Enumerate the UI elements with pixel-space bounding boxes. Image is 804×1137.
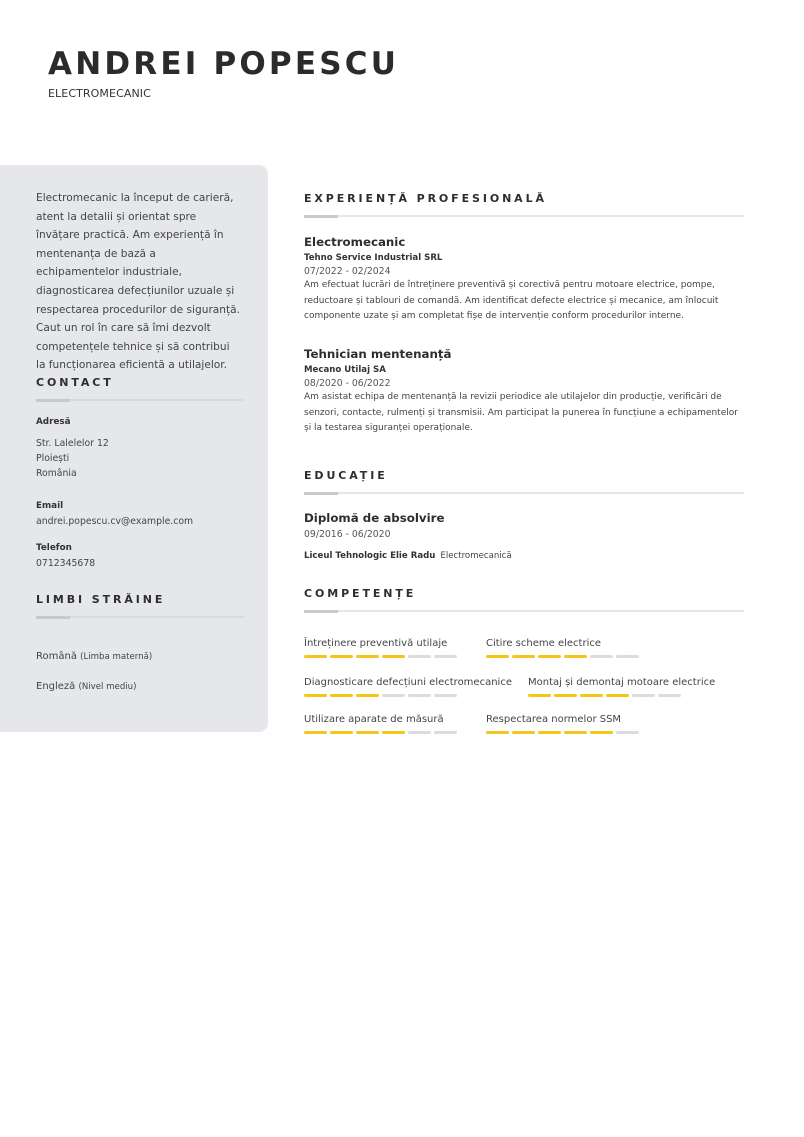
candidate-name: ANDREI POPESCU — [48, 46, 400, 82]
skill-level-segment — [512, 731, 535, 734]
skill-level-segment — [330, 655, 353, 658]
skill-level-segment — [356, 655, 379, 658]
language-name: Română — [36, 651, 77, 662]
experience-item — [304, 235, 744, 325]
skill-name: Respectarea normelor SSM — [486, 714, 622, 725]
skill-level-bar — [486, 731, 639, 734]
language-item — [36, 651, 152, 662]
skill-level-segment — [408, 694, 431, 697]
job-title: ELECTROMECANIC — [48, 87, 151, 100]
email-link[interactable]: andrei.popescu.cv@example.com — [36, 516, 194, 527]
divider-accent — [36, 399, 70, 402]
experience-section-header — [304, 192, 744, 217]
skill-item — [528, 677, 715, 697]
language-level: (Limba maternă) — [80, 652, 153, 662]
skill-level-segment — [434, 655, 457, 658]
skill-level-segment — [486, 731, 509, 734]
skill-level-segment — [486, 655, 509, 658]
skill-level-segment — [512, 655, 535, 658]
divider-accent — [304, 215, 338, 218]
skill-level-segment — [434, 694, 457, 697]
skill-level-segment — [382, 694, 405, 697]
skill-level-segment — [580, 694, 603, 697]
skill-level-segment — [408, 655, 431, 658]
language-level: (Nivel mediu) — [78, 682, 137, 692]
sidebar — [0, 165, 268, 732]
skill-name: Întreținere preventivă utilaje — [304, 638, 448, 649]
skill-level-segment — [564, 731, 587, 734]
skill-level-segment — [356, 731, 379, 734]
address-line: Str. Lalelelor 12 — [36, 438, 109, 449]
address-line: Ploiești — [36, 453, 70, 464]
language-item — [36, 681, 136, 692]
job-description: Am asistat echipa de mentenanță la revizii periodice ale utilajelor din producție, verificări de senzori, contacte, rulmenți și transmisii. Am participat la punerea în funcțiune a echipamentelor și la testarea siguranței operaționale. — [304, 392, 738, 434]
skill-level-segment — [434, 731, 457, 734]
divider-accent — [36, 616, 70, 619]
divider-accent — [304, 610, 338, 613]
contact-section-header — [36, 376, 244, 401]
job-dates: 08/2020 - 06/2022 — [304, 378, 391, 389]
skill-level-segment — [304, 694, 327, 697]
degree-name: Diplomă de absolvire — [304, 511, 445, 525]
phone-label: Telefon — [36, 543, 72, 553]
section-divider — [304, 492, 744, 494]
skill-level-bar — [304, 731, 457, 734]
skill-level-bar — [528, 694, 715, 697]
address-label: Adresă — [36, 417, 71, 427]
skill-level-segment — [632, 694, 655, 697]
skill-item — [304, 714, 457, 734]
skill-level-segment — [330, 731, 353, 734]
resume-header — [48, 44, 399, 100]
skill-level-segment — [658, 694, 681, 697]
skill-level-segment — [606, 694, 629, 697]
job-description: Am efectuat lucrări de întreținere preventivă și corectivă pentru motoare electrice, pompe, reductoare și tablouri de comandă. Am identificat defecte electrice și mecanice, am înlocuit componente uzate și am completat fișe de intervenție conform procedurilor interne. — [304, 280, 719, 322]
contact-heading: CONTACT — [36, 376, 114, 389]
education-heading: EDUCAȚIE — [304, 469, 388, 482]
skill-level-segment — [408, 731, 431, 734]
divider-accent — [304, 492, 338, 495]
company-name: Mecano Utilaj SA — [304, 365, 386, 375]
section-divider — [304, 610, 744, 612]
education-dates: 09/2016 - 06/2020 — [304, 529, 391, 540]
skill-level-segment — [382, 655, 405, 658]
skill-name: Diagnosticare defecțiuni electromecanice — [304, 677, 512, 688]
skill-item — [304, 638, 457, 658]
section-divider — [36, 616, 244, 618]
skills-section-header — [304, 587, 744, 612]
languages-section-header — [36, 593, 244, 618]
skill-name: Montaj și demontaj motoare electrice — [528, 677, 716, 688]
skill-level-segment — [356, 694, 379, 697]
skill-item — [486, 638, 639, 658]
education-institution-line — [304, 543, 744, 562]
address-line: România — [36, 468, 77, 479]
skill-level-segment — [330, 694, 353, 697]
languages-heading: LIMBI STRĂINE — [36, 593, 166, 606]
experience-item — [304, 347, 744, 437]
profile-summary: Electromecanic la început de carieră, atent la detalii și orientat spre învățare practică. Am experiență în mentenanța de bază a echipamentelor industriale, diagnosticarea defecțiunilor uzuale și respectarea procedurilor de siguranță. Caut un rol în care să îmi dezvolt competențele tehnice și să contribui la funcționarea eficientă a utilajelor. — [36, 192, 241, 372]
skill-name: Citire scheme electrice — [486, 638, 601, 649]
skill-name: Utilizare aparate de măsură — [304, 714, 444, 725]
skill-level-bar — [486, 655, 639, 658]
education-item — [304, 511, 744, 562]
skill-level-bar — [304, 694, 512, 697]
job-role: Tehnician mentenanță — [304, 347, 452, 361]
experience-heading: EXPERIENȚĂ PROFESIONALĂ — [304, 192, 547, 205]
skill-item — [486, 714, 639, 734]
skill-level-segment — [590, 731, 613, 734]
field-of-study: Electromecanică — [440, 551, 512, 561]
skill-level-segment — [538, 655, 561, 658]
skill-level-segment — [564, 655, 587, 658]
phone-value: 0712345678 — [36, 558, 96, 569]
job-role: Electromecanic — [304, 235, 406, 249]
skill-level-segment — [590, 655, 613, 658]
job-dates: 07/2022 - 02/2024 — [304, 266, 391, 277]
skills-heading: COMPETENȚE — [304, 587, 417, 600]
skill-level-segment — [528, 694, 551, 697]
address-value — [36, 436, 109, 481]
skill-level-segment — [304, 731, 327, 734]
skill-item — [304, 677, 512, 697]
email-label: Email — [36, 501, 64, 511]
skill-level-segment — [538, 731, 561, 734]
company-name: Tehno Service Industrial SRL — [304, 253, 443, 263]
school-name: Liceul Tehnologic Elie Radu — [304, 551, 436, 561]
skill-level-bar — [304, 655, 457, 658]
section-divider — [304, 215, 744, 217]
education-section-header — [304, 469, 744, 494]
skill-level-segment — [554, 694, 577, 697]
skill-level-segment — [616, 731, 639, 734]
language-name: Engleză — [36, 681, 76, 692]
skill-level-segment — [616, 655, 639, 658]
section-divider — [36, 399, 244, 401]
skill-level-segment — [382, 731, 405, 734]
skill-level-segment — [304, 655, 327, 658]
